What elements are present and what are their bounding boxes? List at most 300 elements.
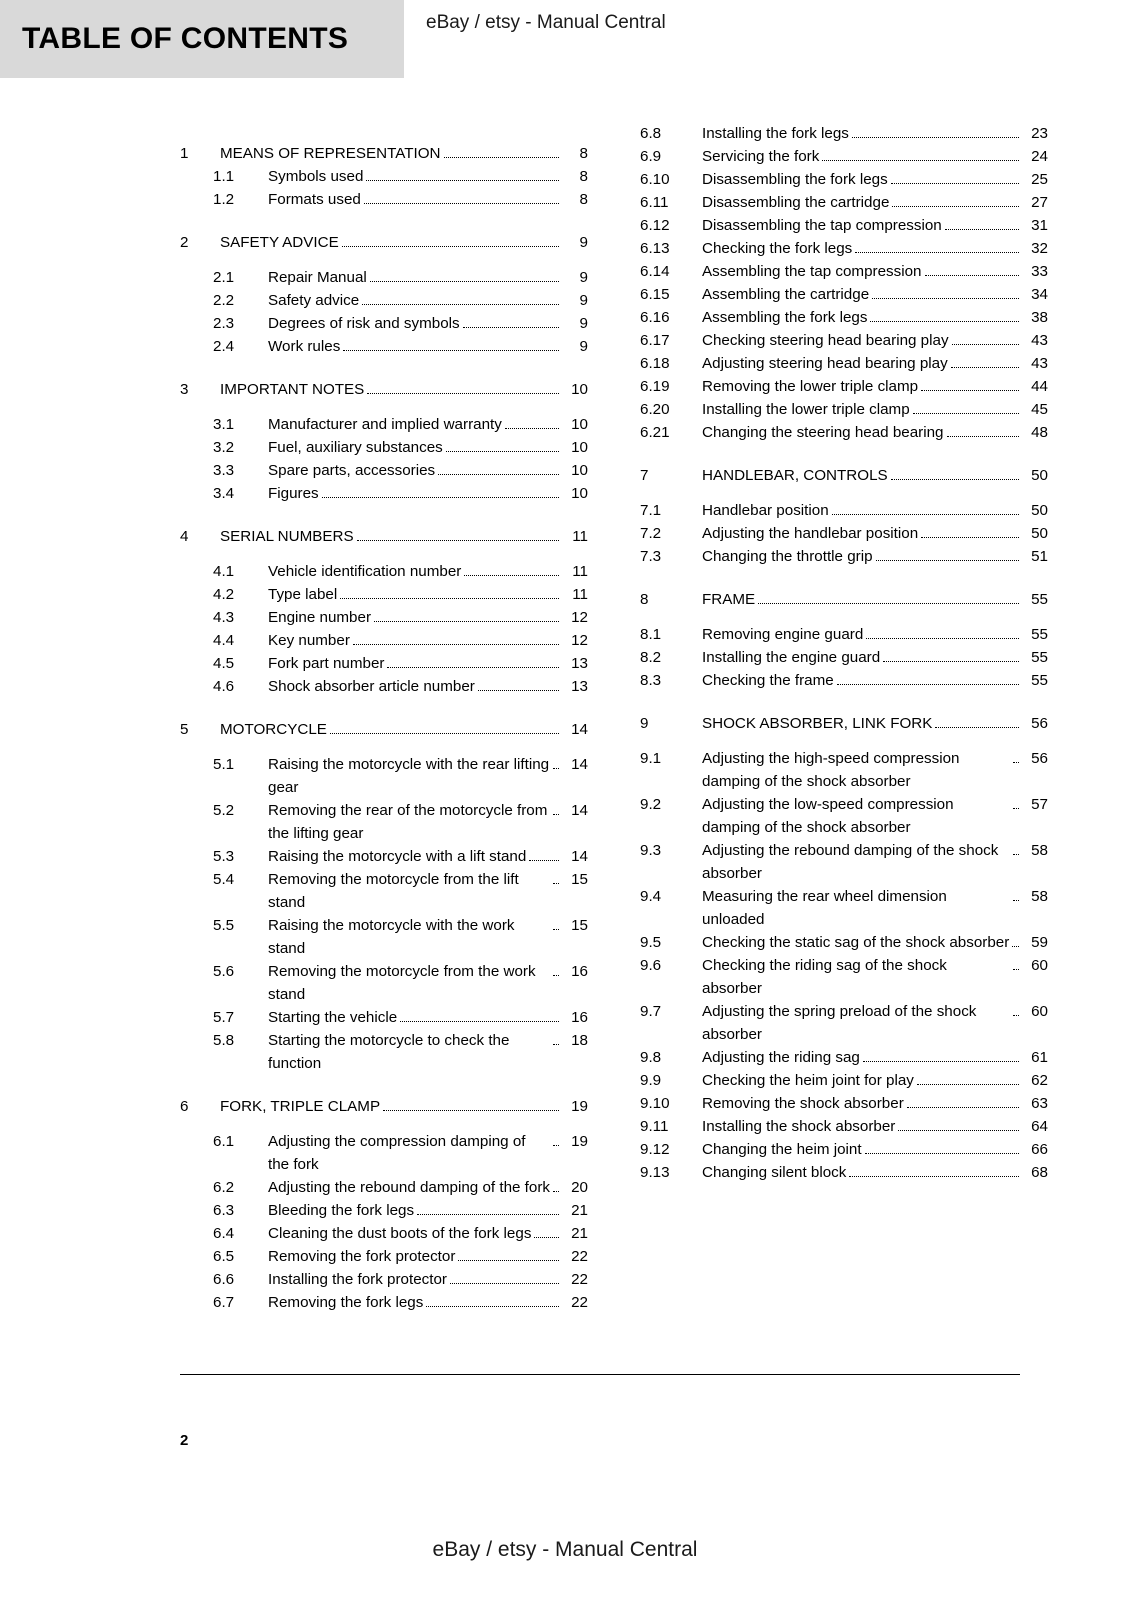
toc-entry-page: 34 <box>1031 286 1048 303</box>
toc-entry-title: Manufacturer and implied warranty <box>268 416 502 433</box>
toc-leader-dots <box>374 621 559 622</box>
toc-entry-page: 15 <box>571 917 588 934</box>
toc-entry-page: 55 <box>1031 591 1048 608</box>
toc-entry-page: 38 <box>1031 309 1048 326</box>
toc-entry-title: Shock absorber article number <box>268 678 475 695</box>
toc-entry-page: 55 <box>1031 649 1048 666</box>
toc-entry[interactable] <box>180 525 588 548</box>
toc-leader-dots <box>1013 1015 1019 1016</box>
toc-entry-number: 5.2 <box>213 802 235 819</box>
toc-entry-body <box>702 931 1048 954</box>
toc-entry-number: 2.3 <box>213 315 235 332</box>
toc-entry-page: 9 <box>579 269 588 286</box>
toc-entry-page: 22 <box>571 1294 588 1311</box>
toc-entry[interactable] <box>640 954 1048 1000</box>
toc-leader-dots <box>553 1191 559 1192</box>
toc-entry[interactable] <box>640 398 1048 421</box>
toc-leader-dots <box>426 1306 559 1307</box>
toc-entry-number: 2.1 <box>213 269 235 286</box>
toc-entry-page: 10 <box>571 462 588 479</box>
toc-entry[interactable] <box>640 122 1048 145</box>
toc-entry-number: 6.1 <box>213 1133 235 1150</box>
toc-leader-dots <box>907 1107 1019 1108</box>
toc-entry[interactable] <box>640 1161 1048 1184</box>
toc-entry-title: IMPORTANT NOTES <box>220 381 365 398</box>
toc-entry-number: 4.4 <box>213 632 235 649</box>
toc-entry-page: 60 <box>1031 1003 1048 1020</box>
toc-entry-body <box>702 329 1048 352</box>
toc-entry-body <box>702 747 1048 793</box>
toc-entry-number: 6.7 <box>213 1294 235 1311</box>
toc-entry[interactable] <box>180 231 588 254</box>
toc-entry[interactable] <box>640 839 1048 885</box>
toc-entry-page: 21 <box>571 1225 588 1242</box>
toc-entry-body <box>702 1115 1048 1138</box>
toc-entry[interactable] <box>640 885 1048 931</box>
toc-entry[interactable] <box>640 1138 1048 1161</box>
toc-entry-page: 27 <box>1031 194 1048 211</box>
toc-entry-title: Starting the motorcycle to check the function <box>268 1032 510 1072</box>
page-header <box>0 0 1130 78</box>
toc-leader-dots <box>952 344 1019 345</box>
toc-entry-body <box>702 522 1048 545</box>
toc-entry-title: Formats used <box>268 191 361 208</box>
toc-entry-number: 1.2 <box>213 191 235 208</box>
toc-entry-page: 59 <box>1031 934 1048 951</box>
toc-entry[interactable] <box>180 413 588 436</box>
toc-entry-page: 8 <box>579 145 588 162</box>
toc-leader-dots <box>342 246 559 247</box>
toc-entry-title: Adjusting the handlebar position <box>702 525 919 542</box>
toc-leader-dots <box>322 497 559 498</box>
toc-entry-title: Adjusting the high-speed compression damping of the shock absorber <box>702 750 960 790</box>
toc-entry-body <box>702 283 1048 306</box>
toc-entry[interactable] <box>180 652 588 675</box>
toc-entry-title: Checking the static sag of the shock absorber <box>702 934 1010 951</box>
toc-entry[interactable] <box>180 482 588 505</box>
toc-entry-title: Adjusting the compression damping of the fork <box>268 1133 526 1173</box>
toc-leader-dots <box>383 1110 559 1111</box>
toc-entry-number: 7.2 <box>640 525 662 542</box>
toc-entry[interactable] <box>640 260 1048 283</box>
toc-entry-page: 16 <box>571 963 588 980</box>
toc-entry-number: 7.3 <box>640 548 662 565</box>
toc-entry[interactable] <box>180 1095 588 1118</box>
toc-entry-title: Spare parts, accessories <box>268 462 436 479</box>
toc-leader-dots <box>367 393 559 394</box>
toc-entry-number: 2 <box>180 234 189 251</box>
toc-entry-title: Adjusting steering head bearing play <box>702 355 948 372</box>
toc-entry[interactable] <box>640 588 1048 611</box>
toc-entry-title: Removing the rear of the motorcycle from the lifting gear <box>268 802 548 842</box>
toc-leader-dots <box>464 575 559 576</box>
toc-entry-title: Vehicle identification number <box>268 563 462 580</box>
toc-entry[interactable] <box>640 1069 1048 1092</box>
toc-entry-page: 55 <box>1031 672 1048 689</box>
toc-entry-page: 51 <box>1031 548 1048 565</box>
toc-entry-number: 6.18 <box>640 355 670 372</box>
toc-entry[interactable] <box>180 629 588 652</box>
toc-entry-number: 6.20 <box>640 401 670 418</box>
toc-entry-body <box>702 352 1048 375</box>
toc-entry[interactable] <box>180 266 588 289</box>
toc-entry-number: 9.10 <box>640 1095 670 1112</box>
toc-entry-title: Checking steering head bearing play <box>702 332 949 349</box>
toc-entry-body <box>268 1291 588 1314</box>
toc-entry-title: Raising the motorcycle with the work stand <box>268 917 515 957</box>
toc-entry-body <box>702 545 1048 568</box>
toc-entry-body <box>702 237 1048 260</box>
toc-entry[interactable] <box>180 436 588 459</box>
toc-entry-body <box>268 1006 588 1029</box>
toc-entry[interactable] <box>180 960 588 1006</box>
toc-entry-number: 3.4 <box>213 485 235 502</box>
toc-entry-page: 62 <box>1031 1072 1048 1089</box>
toc-entry-body <box>268 753 588 799</box>
toc-column-left <box>180 122 588 1314</box>
toc-entry-number: 9.7 <box>640 1003 662 1020</box>
toc-entry[interactable] <box>640 747 1048 793</box>
toc-entry[interactable] <box>640 237 1048 260</box>
page-number: 2 <box>180 1432 189 1449</box>
toc-leader-dots <box>534 1237 559 1238</box>
toc-entry[interactable] <box>180 1245 588 1268</box>
toc-entry-page: 10 <box>571 439 588 456</box>
toc-leader-dots <box>935 727 1019 728</box>
toc-entry-title: Installing the shock absorber <box>702 1118 896 1135</box>
toc-entry-number: 9.9 <box>640 1072 662 1089</box>
toc-entry-page: 32 <box>1031 240 1048 257</box>
toc-entry-page: 11 <box>572 586 588 603</box>
toc-entry[interactable] <box>180 312 588 335</box>
toc-entry[interactable] <box>180 289 588 312</box>
toc-entry-body <box>702 1092 1048 1115</box>
toc-entry-body <box>702 499 1048 522</box>
toc-entry[interactable] <box>640 1000 1048 1046</box>
toc-entry-body <box>268 1029 588 1075</box>
toc-entry-number: 6.19 <box>640 378 670 395</box>
toc-entry-title: SHOCK ABSORBER, LINK FORK <box>702 715 933 732</box>
toc-entry-number: 3.1 <box>213 416 235 433</box>
toc-entry[interactable] <box>640 623 1048 646</box>
toc-entry[interactable] <box>180 753 588 799</box>
toc-entry-body <box>702 588 1048 611</box>
toc-entry[interactable] <box>640 168 1048 191</box>
toc-entry[interactable] <box>180 165 588 188</box>
toc-entry-page: 48 <box>1031 424 1048 441</box>
toc-leader-dots <box>921 390 1019 391</box>
toc-entry-body <box>702 1161 1048 1184</box>
toc-entry-page: 31 <box>1031 217 1048 234</box>
toc-entry-title: Key number <box>268 632 350 649</box>
toc-entry-page: 14 <box>571 802 588 819</box>
toc-entry-number: 7 <box>640 467 649 484</box>
toc-entry-number: 5.1 <box>213 756 235 773</box>
toc-entry[interactable] <box>180 335 588 358</box>
toc-leader-dots <box>553 1044 559 1045</box>
toc-entry[interactable] <box>640 283 1048 306</box>
toc-entry-number: 1 <box>180 145 189 162</box>
toc-entry-number: 6.12 <box>640 217 670 234</box>
toc-entry[interactable] <box>180 1006 588 1029</box>
toc-entry-page: 24 <box>1031 148 1048 165</box>
toc-entry-number: 8.1 <box>640 626 662 643</box>
toc-entry-page: 33 <box>1031 263 1048 280</box>
toc-entry-number: 4.2 <box>213 586 235 603</box>
toc-entry-number: 9.13 <box>640 1164 670 1181</box>
toc-leader-dots <box>330 733 559 734</box>
toc-entry-page: 43 <box>1031 355 1048 372</box>
toc-leader-dots <box>945 229 1019 230</box>
toc-entry-body <box>702 1069 1048 1092</box>
toc-entry[interactable] <box>180 914 588 960</box>
toc-entry-number: 6.13 <box>640 240 670 257</box>
toc-entry-number: 6.6 <box>213 1271 235 1288</box>
toc-entry-body <box>702 1138 1048 1161</box>
toc-leader-dots <box>849 1176 1019 1177</box>
toc-entry-title: Changing silent block <box>702 1164 847 1181</box>
toc-entry[interactable] <box>180 1291 588 1314</box>
toc-entry-number: 6.16 <box>640 309 670 326</box>
toc-entry[interactable] <box>180 868 588 914</box>
toc-entry-body <box>268 459 588 482</box>
toc-entry-number: 4.6 <box>213 678 235 695</box>
toc-entry-title: Adjusting the low-speed compression damping of the shock absorber <box>702 796 954 836</box>
toc-entry-title: Fork part number <box>268 655 385 672</box>
toc-leader-dots <box>438 474 559 475</box>
toc-column-right <box>640 122 1048 1184</box>
toc-entry[interactable] <box>180 583 588 606</box>
toc-leader-dots <box>852 137 1019 138</box>
toc-entry-body <box>702 145 1048 168</box>
toc-entry-number: 6.2 <box>213 1179 235 1196</box>
toc-leader-dots <box>891 479 1019 480</box>
toc-entry[interactable] <box>640 499 1048 522</box>
toc-leader-dots <box>370 281 559 282</box>
toc-entry-number: 6.21 <box>640 424 670 441</box>
toc-entry[interactable] <box>180 718 588 741</box>
toc-entry-body <box>268 1176 588 1199</box>
toc-entry[interactable] <box>640 712 1048 735</box>
toc-entry-page: 12 <box>571 609 588 626</box>
toc-entry[interactable] <box>640 352 1048 375</box>
toc-entry-page: 58 <box>1031 842 1048 859</box>
toc-entry-number: 4 <box>180 528 189 545</box>
toc-leader-dots <box>925 275 1020 276</box>
toc-entry-page: 8 <box>579 191 588 208</box>
toc-entry-body <box>702 398 1048 421</box>
toc-entry-page: 66 <box>1031 1141 1048 1158</box>
toc-entry-number: 9.8 <box>640 1049 662 1066</box>
toc-entry-body <box>268 1130 588 1176</box>
toc-entry-body <box>268 1199 588 1222</box>
toc-entry-title: Checking the riding sag of the shock absorber <box>702 957 947 997</box>
toc-leader-dots <box>891 183 1019 184</box>
toc-entry-number: 9 <box>640 715 649 732</box>
toc-entry-title: Raising the motorcycle with the rear lifting gear <box>268 756 550 796</box>
toc-entry-page: 9 <box>579 292 588 309</box>
toc-entry-title: Repair Manual <box>268 269 367 286</box>
toc-entry-body <box>702 191 1048 214</box>
toc-entry-number: 5 <box>180 721 189 738</box>
toc-entry-number: 8 <box>640 591 649 608</box>
toc-entry-body <box>702 214 1048 237</box>
toc-entry[interactable] <box>180 1029 588 1075</box>
toc-entry-title: HANDLEBAR, CONTROLS <box>702 467 888 484</box>
toc-entry-number: 8.2 <box>640 649 662 666</box>
toc-entry-body <box>268 289 588 312</box>
toc-entry[interactable] <box>640 329 1048 352</box>
toc-entry-page: 25 <box>1031 171 1048 188</box>
toc-entry-number: 5.6 <box>213 963 235 980</box>
toc-entry-body <box>268 1222 588 1245</box>
toc-leader-dots <box>553 1145 559 1146</box>
toc-entry-number: 9.11 <box>640 1118 669 1135</box>
toc-leader-dots <box>913 413 1019 414</box>
toc-entry-body <box>268 266 588 289</box>
toc-leader-dots <box>898 1130 1019 1131</box>
toc-entry-number: 6.8 <box>640 125 662 142</box>
toc-entry-page: 15 <box>571 871 588 888</box>
toc-leader-dots <box>400 1021 559 1022</box>
toc-entry[interactable] <box>180 1199 588 1222</box>
toc-entry[interactable] <box>640 214 1048 237</box>
toc-entry[interactable] <box>640 522 1048 545</box>
toc-entry-body <box>268 188 588 211</box>
toc-entry[interactable] <box>640 545 1048 568</box>
toc-entry[interactable] <box>180 378 588 401</box>
toc-entry-number: 6.9 <box>640 148 662 165</box>
toc-entry[interactable] <box>640 421 1048 444</box>
toc-leader-dots <box>832 514 1019 515</box>
toc-entry-number: 6.11 <box>640 194 669 211</box>
toc-entry-number: 6.15 <box>640 286 670 303</box>
toc-entry-body <box>702 669 1048 692</box>
toc-entry[interactable] <box>180 1222 588 1245</box>
toc-entry-body <box>702 306 1048 329</box>
toc-entry-body <box>702 646 1048 669</box>
toc-entry-title: Starting the vehicle <box>268 1009 398 1026</box>
toc-entry-page: 19 <box>571 1098 588 1115</box>
toc-entry[interactable] <box>180 845 588 868</box>
toc-leader-dots <box>529 860 559 861</box>
toc-entry-number: 9.4 <box>640 888 662 905</box>
toc-entry-number: 9.2 <box>640 796 662 813</box>
toc-entry[interactable] <box>180 606 588 629</box>
toc-leader-dots <box>921 537 1019 538</box>
toc-entry-page: 20 <box>571 1179 588 1196</box>
toc-entry-page: 57 <box>1031 796 1048 813</box>
toc-entry-body <box>220 378 588 401</box>
toc-leader-dots <box>364 203 559 204</box>
toc-entry[interactable] <box>180 1130 588 1176</box>
toc-entry-number: 4.3 <box>213 609 235 626</box>
toc-entry-body <box>702 168 1048 191</box>
toc-entry-title: Removing the motorcycle from the work stand <box>268 963 536 1003</box>
toc-entry[interactable] <box>180 459 588 482</box>
toc-entry-number: 9.12 <box>640 1141 670 1158</box>
toc-entry[interactable] <box>640 646 1048 669</box>
toc-entry-body <box>268 583 588 606</box>
toc-entry-title: Removing the fork legs <box>268 1294 424 1311</box>
toc-entry-page: 50 <box>1031 525 1048 542</box>
toc-entry-body <box>702 1000 1048 1046</box>
toc-entry[interactable] <box>180 675 588 698</box>
toc-leader-dots <box>870 321 1019 322</box>
footer-divider <box>180 1374 1020 1375</box>
toc-entry-page: 8 <box>579 168 588 185</box>
toc-leader-dots <box>822 160 1019 161</box>
toc-entry[interactable] <box>640 191 1048 214</box>
toc-entry-body <box>268 675 588 698</box>
toc-leader-dots <box>883 661 1019 662</box>
toc-entry-number: 2.4 <box>213 338 235 355</box>
toc-entry-body <box>268 629 588 652</box>
toc-entry-body <box>268 960 588 1006</box>
toc-entry[interactable] <box>640 931 1048 954</box>
toc-entry[interactable] <box>640 669 1048 692</box>
toc-leader-dots <box>951 367 1019 368</box>
toc-leader-dots <box>866 638 1019 639</box>
toc-entry[interactable] <box>640 375 1048 398</box>
toc-entry-title: Cleaning the dust boots of the fork legs <box>268 1225 532 1242</box>
toc-leader-dots <box>917 1084 1019 1085</box>
toc-entry-number: 9.6 <box>640 957 662 974</box>
toc-entry-number: 2.2 <box>213 292 235 309</box>
toc-leader-dots <box>876 560 1019 561</box>
toc-entry[interactable] <box>640 464 1048 487</box>
toc-entry[interactable] <box>640 306 1048 329</box>
toc-entry-number: 6.3 <box>213 1202 235 1219</box>
toc-leader-dots <box>758 603 1019 604</box>
toc-leader-dots <box>837 684 1019 685</box>
toc-entry-number: 6 <box>180 1098 189 1115</box>
toc-entry[interactable] <box>180 142 588 165</box>
toc-entry[interactable] <box>180 1268 588 1291</box>
toc-entry[interactable] <box>640 1092 1048 1115</box>
toc-entry[interactable] <box>640 1115 1048 1138</box>
toc-entry[interactable] <box>180 188 588 211</box>
toc-entry-page: 16 <box>571 1009 588 1026</box>
toc-leader-dots <box>444 157 559 158</box>
toc-entry-body <box>702 260 1048 283</box>
toc-leader-dots <box>458 1260 559 1261</box>
toc-entry[interactable] <box>180 799 588 845</box>
toc-entry[interactable] <box>180 560 588 583</box>
toc-entry-number: 5.8 <box>213 1032 235 1049</box>
toc-entry[interactable] <box>640 793 1048 839</box>
toc-leader-dots <box>553 814 559 815</box>
header-brand: eBay / etsy - Manual Central <box>426 12 666 33</box>
toc-entry-body <box>702 1046 1048 1069</box>
toc-entry[interactable] <box>180 1176 588 1199</box>
toc-leader-dots <box>872 298 1019 299</box>
toc-leader-dots <box>553 883 559 884</box>
toc-leader-dots <box>553 975 559 976</box>
toc-entry-page: 13 <box>571 678 588 695</box>
toc-entry-title: Fuel, auxiliary substances <box>268 439 443 456</box>
toc-entry[interactable] <box>640 145 1048 168</box>
toc-entry-page: 50 <box>1031 467 1048 484</box>
toc-leader-dots <box>863 1061 1019 1062</box>
toc-entry-title: FRAME <box>702 591 756 608</box>
toc-entry-page: 50 <box>1031 502 1048 519</box>
toc-entry[interactable] <box>640 1046 1048 1069</box>
toc-entry-number: 3.3 <box>213 462 235 479</box>
toc-entry-title: Bleeding the fork legs <box>268 1202 415 1219</box>
toc-entry-title: Assembling the cartridge <box>702 286 870 303</box>
toc-entry-title: Assembling the fork legs <box>702 309 868 326</box>
